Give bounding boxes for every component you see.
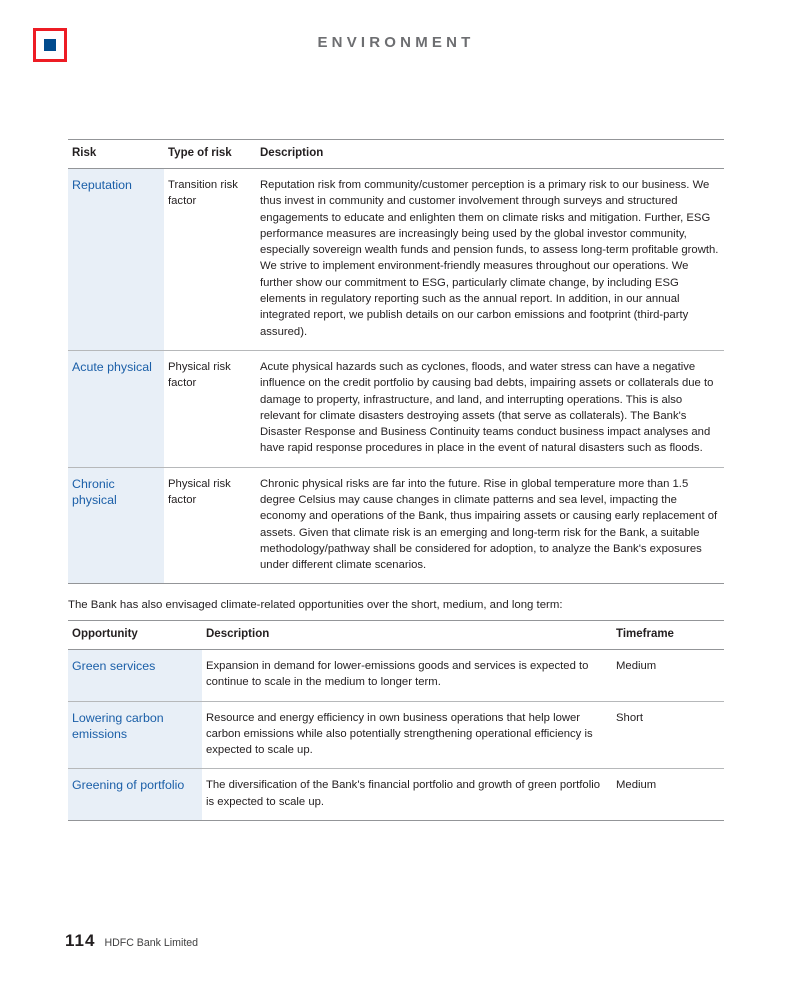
risk-name: Acute physical: [68, 350, 164, 467]
page-footer: [65, 931, 198, 951]
table-row: [68, 649, 724, 701]
column-header-type-of-risk: Type of risk: [164, 140, 256, 169]
page-number: 114: [65, 931, 96, 950]
opportunity-timeframe: Medium: [612, 649, 724, 701]
table-row: [68, 350, 724, 467]
opportunities-intro-paragraph: The Bank has also envisaged climate-related opportunities over the short, medium, and long term:: [68, 599, 563, 611]
risk-description: Chronic physical risks are far into the future. Rise in global temperature more than 1.5 degree Celsius may cause changes in climate patterns and sea level, impacting the economy and operations of the Bank, thus impairing assets or causing early replacement of assets. Given that climate risk is an emerging and long-term risk for the Bank, a suitable methodology/pathway shall be considered for adoption, to analyze the Bank's exposures under different climate scenarios.: [256, 467, 724, 584]
opportunity-name: Greening of portfolio: [68, 769, 202, 821]
table-header-row: [68, 140, 724, 169]
opportunity-name: Green services: [68, 649, 202, 701]
table-row: [68, 701, 724, 769]
risk-description: Acute physical hazards such as cyclones, floods, and water stress can have a negative influence on the credit portfolio by causing bad debts, impairing assets or collaterals due to damage to property, infrastructure, and land, and interrupting operations. This is also relevant for climate disasters destroying assets (that serve as collaterals). The Bank's Disaster Response and Business Continuity teams conduct business impact analyses and have rapid response procedures in place in the event of natural disasters such as floods.: [256, 350, 724, 467]
climate-risk-table: [68, 139, 724, 584]
climate-opportunity-table-container: [68, 620, 724, 821]
opportunity-description: Expansion in demand for lower-emissions goods and services is expected to continue to scale in the medium to longer term.: [202, 649, 612, 701]
column-header-timeframe: Timeframe: [612, 621, 724, 650]
risk-type: Physical risk factor: [164, 467, 256, 584]
page-section-title: ENVIRONMENT: [317, 34, 475, 51]
opportunity-timeframe: Short: [612, 701, 724, 769]
table-row: [68, 168, 724, 350]
table-row: [68, 467, 724, 584]
table-header-row: [68, 621, 724, 650]
risk-type: Transition risk factor: [164, 168, 256, 350]
column-header-description: Description: [256, 140, 724, 169]
risk-type: Physical risk factor: [164, 350, 256, 467]
opportunity-timeframe: Medium: [612, 769, 724, 821]
column-header-risk: Risk: [68, 140, 164, 169]
risk-description: Reputation risk from community/customer perception is a primary risk to our business. We thus invest in community and customer involvement through surveys and structured engagements to educate and enlighten them on climate risks and mitigation. Further, ESG performance measures are increasingly being used by the global investor community, especially sovereign wealth funds and pension funds, to assess long-term profitable growth. We strive to implement environment-friendly measures throughout our operations. We further show our commitment to ESG, particularly climate change, by including ESG elements in regulatory reporting such as the annual report. In addition, in our annual integrated report, we publish details on our carbon emissions and footprint (third-party assured).: [256, 168, 724, 350]
table-row: [68, 769, 724, 821]
column-header-opportunity: Opportunity: [68, 621, 202, 650]
company-name: HDFC Bank Limited: [104, 937, 199, 949]
opportunity-name: Lowering carbon emissions: [68, 701, 202, 769]
risk-name: Chronic physical: [68, 467, 164, 584]
opportunity-description: Resource and energy efficiency in own business operations that help lower carbon emissions while also potentially strengthening operational efficiency is expected to scale up.: [202, 701, 612, 769]
climate-risk-table-container: [68, 139, 724, 584]
opportunity-description: The diversification of the Bank's financial portfolio and growth of green portfolio is expected to scale up.: [202, 769, 612, 821]
risk-name: Reputation: [68, 168, 164, 350]
column-header-description: Description: [202, 621, 612, 650]
climate-opportunity-table: [68, 620, 724, 821]
